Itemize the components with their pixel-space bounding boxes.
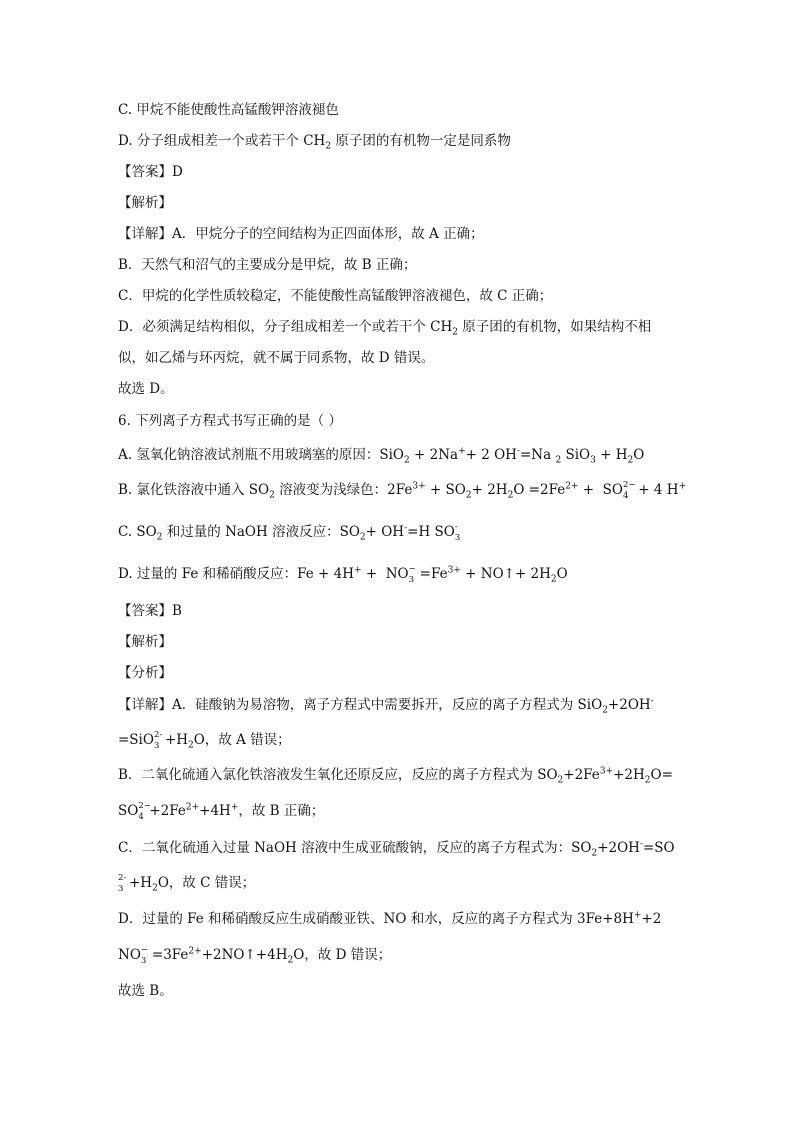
q5-detail-d-text-c: 似，如乙烯与环丙烷，就不属于同系物，故 D 错误。: [118, 350, 435, 366]
q6-answer-text: 【答案】B: [118, 603, 182, 619]
q6-detail-a-line1: 【详解】A．硅酸钠为易溶物，离子方程式中需要拆开，反应的离子方程式为 SiO$_2$+2OH-: [118, 696, 654, 716]
q6-stem-text: 6. 下列离子方程式书写正确的是（ ）: [118, 413, 342, 429]
q5-detail-a-text: 【详解】A．甲烷分子的空间结构为正四面体形，故 A 正确；: [118, 226, 484, 242]
q6-answer: [118, 601, 182, 621]
q6-detail-a-tail: +H: [164, 732, 189, 748]
q6-option-c: C. $SO_2$ 和过量的 NaOH 溶液反应：$SO_2+ OH^-=H$ SO - 3: [118, 521, 461, 543]
q5-detail-b: [118, 255, 416, 275]
q6-option-a-text: A. 氢氧化钠溶液试剂瓶不用玻璃塞的原因：: [118, 447, 380, 463]
q6-detail-c-end: O，故 C 错误；: [157, 875, 256, 891]
q5-conclusion: [118, 379, 174, 399]
q6-stem: [118, 411, 342, 431]
q5-analysis-text: 【解析】: [118, 195, 172, 211]
q6-detail-a-text: 【详解】A．硅酸钠为易溶物，离子方程式中需要拆开，反应的离子方程式为: [118, 697, 578, 713]
q6-detail-b-tail: ，故 B 正确；: [238, 803, 325, 819]
q5-conclusion-text: 故选 D。: [118, 381, 174, 397]
q6-detail-d-line2: NO − 3 $=3Fe^{2+}+2NO↑+4H_2O$，故 D 错误；: [118, 944, 392, 966]
q6-analysis-text: 【解析】: [118, 634, 172, 650]
q6-detail-a-end: O，故 A 错误；: [193, 732, 291, 748]
q5-answer-text: 【答案】D: [118, 164, 183, 180]
q6-detail-b-text: B．二氧化硫通入氯化铁溶液发生氧化还原反应，反应的离子方程式为: [118, 767, 538, 783]
q6-option-b-text: B. 氯化铁溶液中通入 SO: [118, 482, 270, 498]
q5-answer: [118, 162, 183, 182]
q5-option-c: [118, 100, 339, 120]
q6-detail-d-text: D．过量的 Fe 和稀硝酸反应生成硝酸亚铁、NO 和水，反应的离子方程式为 3Fe+8H: [118, 911, 634, 927]
q6-option-c-text2: 和过量的 NaOH 溶液反应：: [166, 524, 340, 540]
q6-option-c-text: C. SO: [118, 524, 157, 540]
q5-option-d-text-b: 原子团的有机物一定是同系物: [335, 133, 511, 149]
q5-detail-d-text-b: 原子团的有机物，如果结构不相: [462, 319, 652, 335]
q5-option-d: D. 分子组成相差一个或若干个 $CH_2$ 原子团的有机物一定是同系物: [118, 133, 511, 152]
q6-option-a: A. 氢氧化钠溶液试剂瓶不用玻璃塞的原因：SiO$_2$ + 2Na++ 2 OH-=Na $_2$ $SiO_3 + H_2O$: [118, 446, 645, 466]
q6-fenxi-heading: [118, 663, 172, 683]
q6-detail-b-line1: B．二氧化硫通入氯化铁溶液发生氧化还原反应，反应的离子方程式为 $SO_2+2Fe^{3+}+2H_2O=$: [118, 766, 673, 786]
q6-option-b: B. 氯化铁溶液中通入 $SO_2$ 溶液变为浅绿色：$2Fe^{3+} + SO_2+ 2H_2O =2Fe^{2+}$ + SO 2− 4 + 4 H+: [118, 479, 687, 501]
q5-detail-d-line1: D．必须满足结构相似，分子组成相差一个或若干个 $CH_2$ 原子团的有机物，如果结构不相: [118, 319, 652, 338]
q6-detail-c-text: C．二氧化硫通入过量 NaOH 溶液中生成亚硫酸钠，反应的离子方程式为：: [118, 840, 572, 856]
q5-detail-d-line2: [118, 348, 434, 368]
q6-detail-c-line2: 2- 3 $+H_2O$，故 C 错误；: [118, 872, 256, 894]
q6-detail-d-line1: D．过量的 Fe 和稀硝酸反应生成硝酸亚铁、NO 和水，反应的离子方程式为 3Fe+8H++2: [118, 910, 662, 927]
q5-analysis-heading: [118, 193, 172, 213]
q6-analysis-heading: [118, 632, 172, 652]
q5-option-c-text: C. 甲烷不能使酸性高锰酸钾溶液褪色: [118, 102, 339, 118]
q5-detail-c-text: C．甲烷的化学性质较稳定，不能使酸性高锰酸钾溶液褪色，故 C 正确；: [118, 288, 553, 304]
q6-option-d: D. 过量的 Fe 和稀硝酸反应：Fe + 4H+ + NO − 3 $=Fe^{3+}$ + NO↑+ $2H_2O$: [118, 563, 568, 585]
q5-detail-d-text-a: D．必须满足结构相似，分子组成相差一个或若干个 CH: [118, 319, 453, 335]
q6-detail-c-line1: C．二氧化硫通入过量 NaOH 溶液中生成亚硫酸钠，反应的离子方程式为：$SO_2+2OH^-=SO$: [118, 839, 675, 859]
q5-detail-b-text: B．天然气和沼气的主要成分是甲烷，故 B 正确；: [118, 257, 417, 273]
q5-detail-a: [118, 224, 484, 244]
q6-detail-a-line2: =SiO 2- 3 $+H_2O$，故 A 错误；: [118, 729, 291, 751]
q6-option-b-text2: 溶液变为浅绿色：: [279, 482, 388, 498]
q5-detail-c: [118, 286, 552, 306]
q6-conclusion: [118, 981, 173, 1001]
q6-fenxi-text: 【分析】: [118, 665, 172, 681]
q6-option-d-text: D. 过量的 Fe 和稀硝酸反应：: [118, 566, 298, 582]
q6-detail-d-end: O，故 D 错误；: [293, 947, 392, 963]
q6-detail-b-line2: SO 2− 4 $+2Fe^{2+}+4H^+$，故 B 正确；: [118, 800, 325, 822]
q5-option-d-text-a: D. 分子组成相差一个或若干个 CH: [118, 133, 326, 149]
q6-conclusion-text: 故选 B。: [118, 983, 173, 999]
